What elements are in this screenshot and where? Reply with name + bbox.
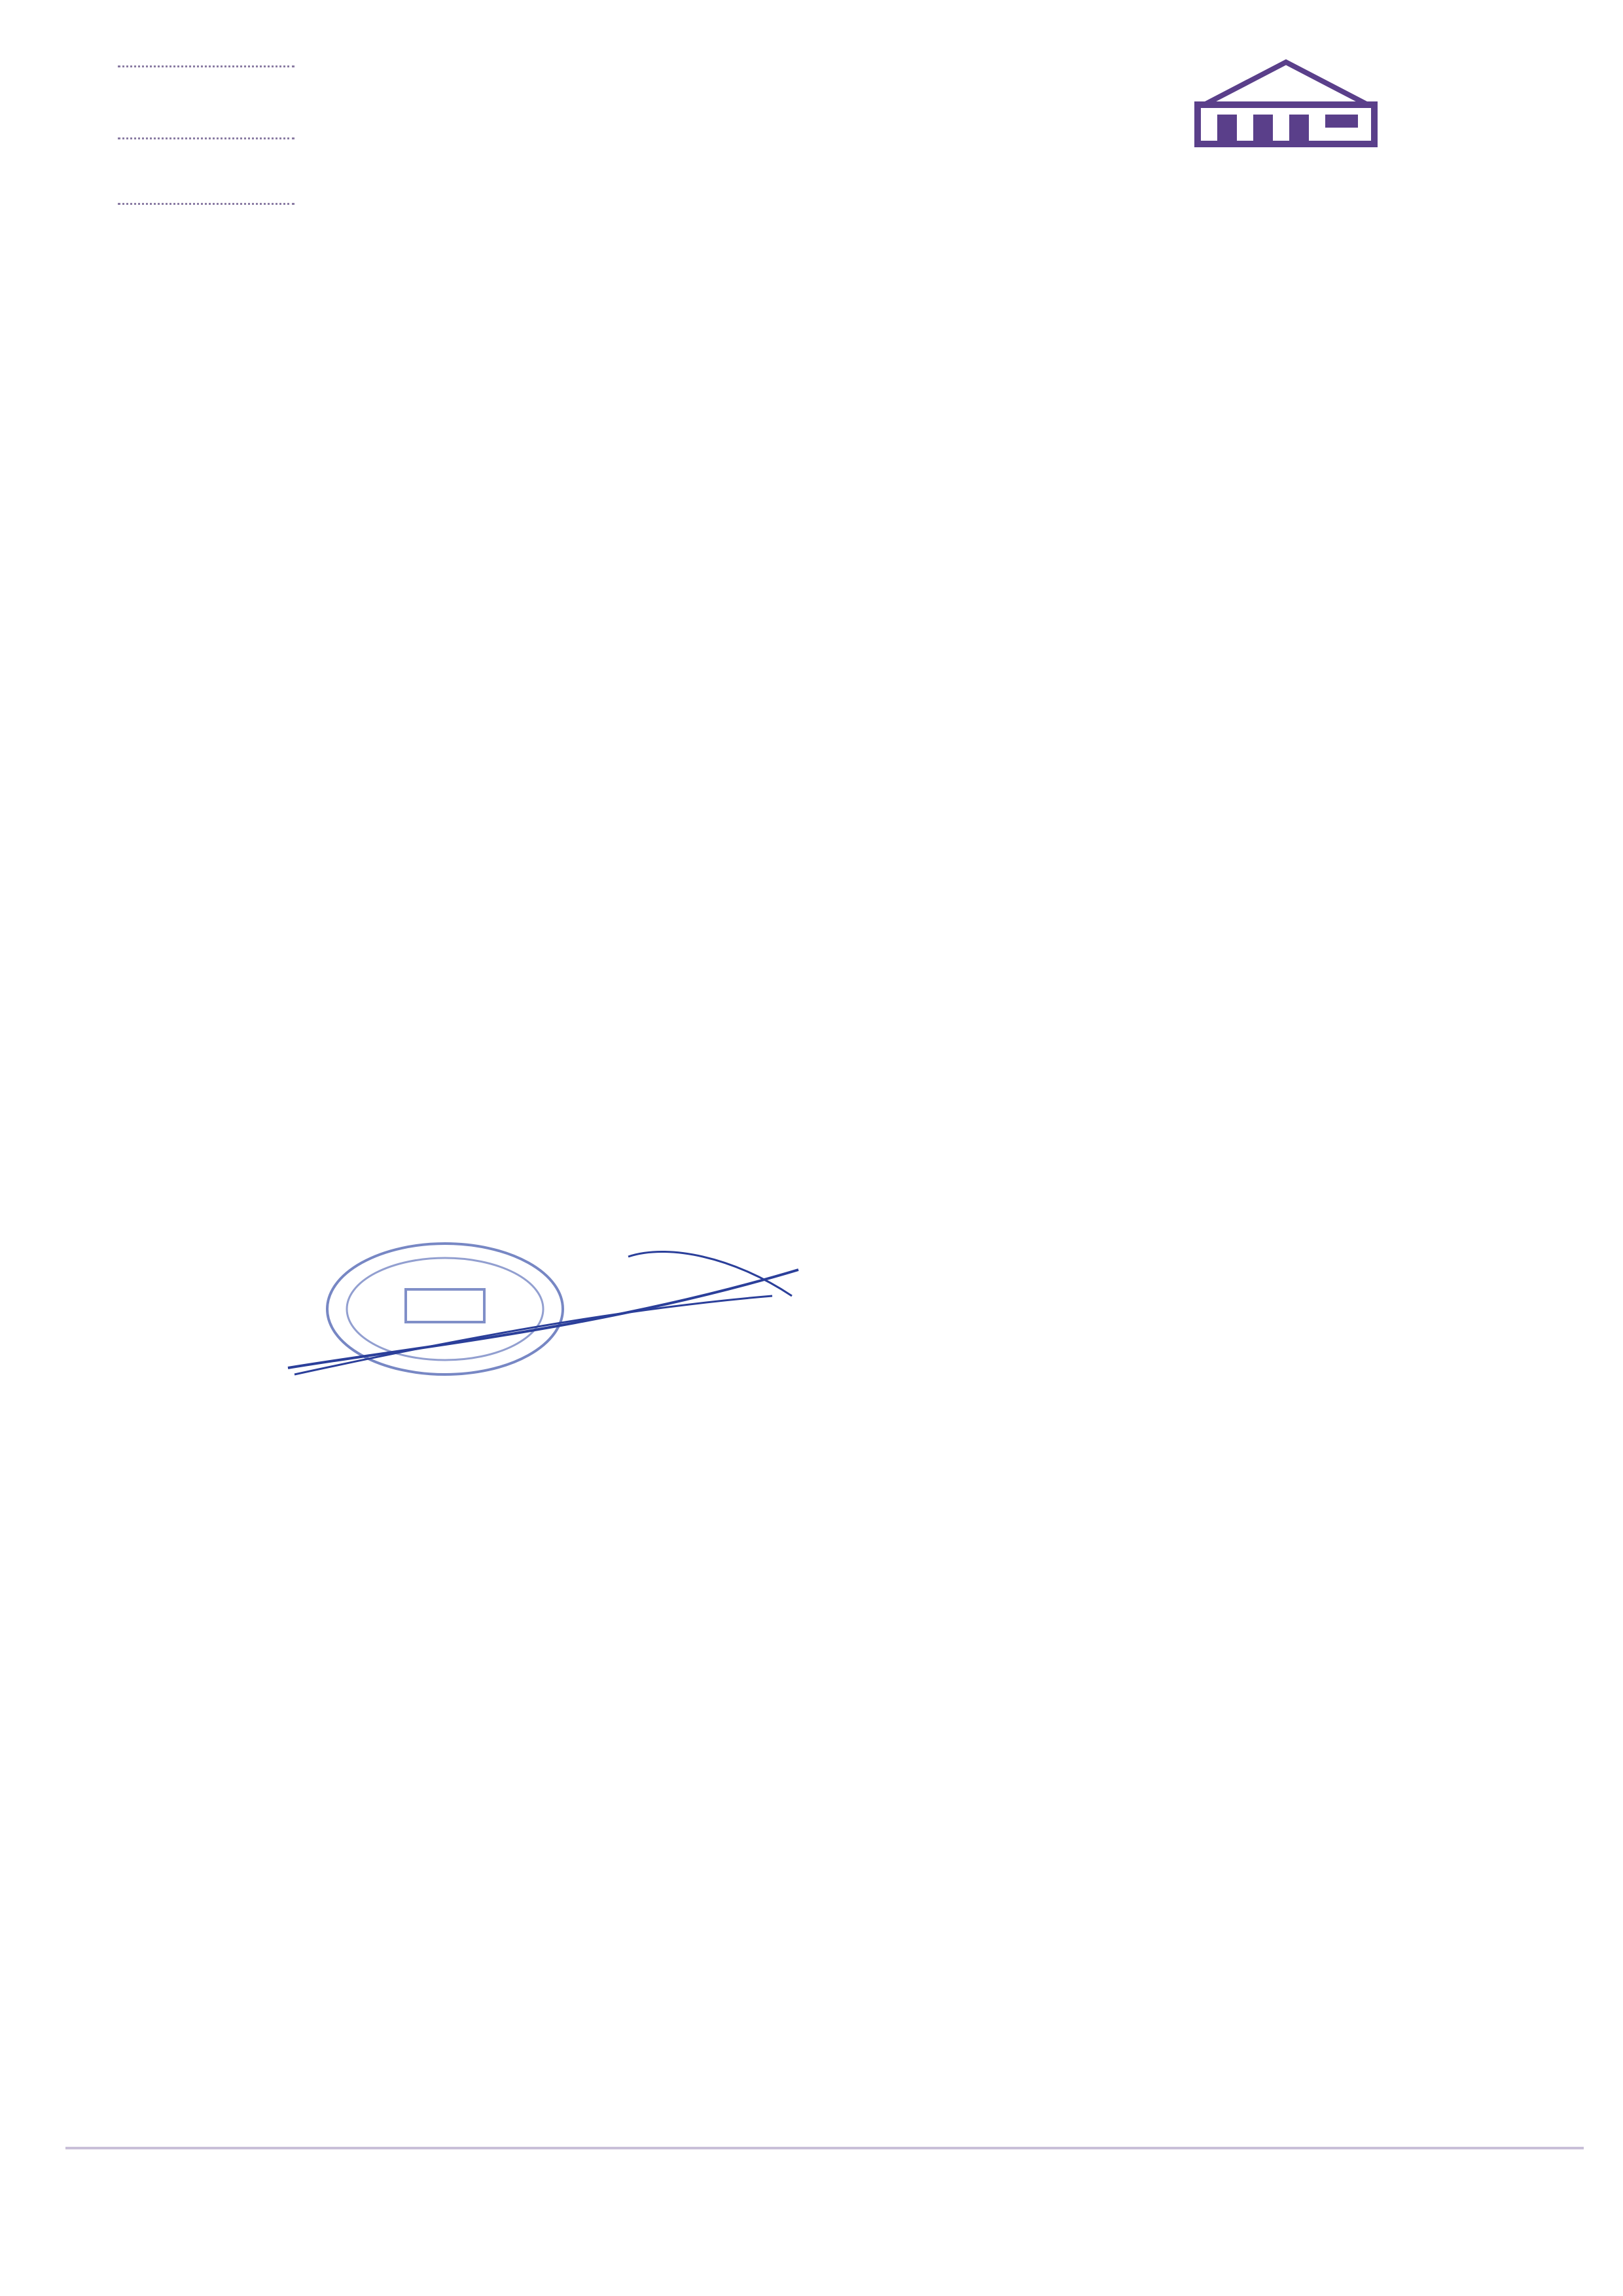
attachment-dots: [118, 203, 294, 205]
maskan-logo-icon: [1171, 56, 1400, 154]
attachment-row: [46, 183, 373, 229]
footer-divider: [65, 2147, 1584, 2149]
number-dots: [118, 137, 294, 139]
date-dots: [118, 65, 294, 67]
date-row: [46, 46, 373, 92]
stamp-signature-icon: [275, 1217, 812, 1388]
number-row: [46, 92, 373, 137]
